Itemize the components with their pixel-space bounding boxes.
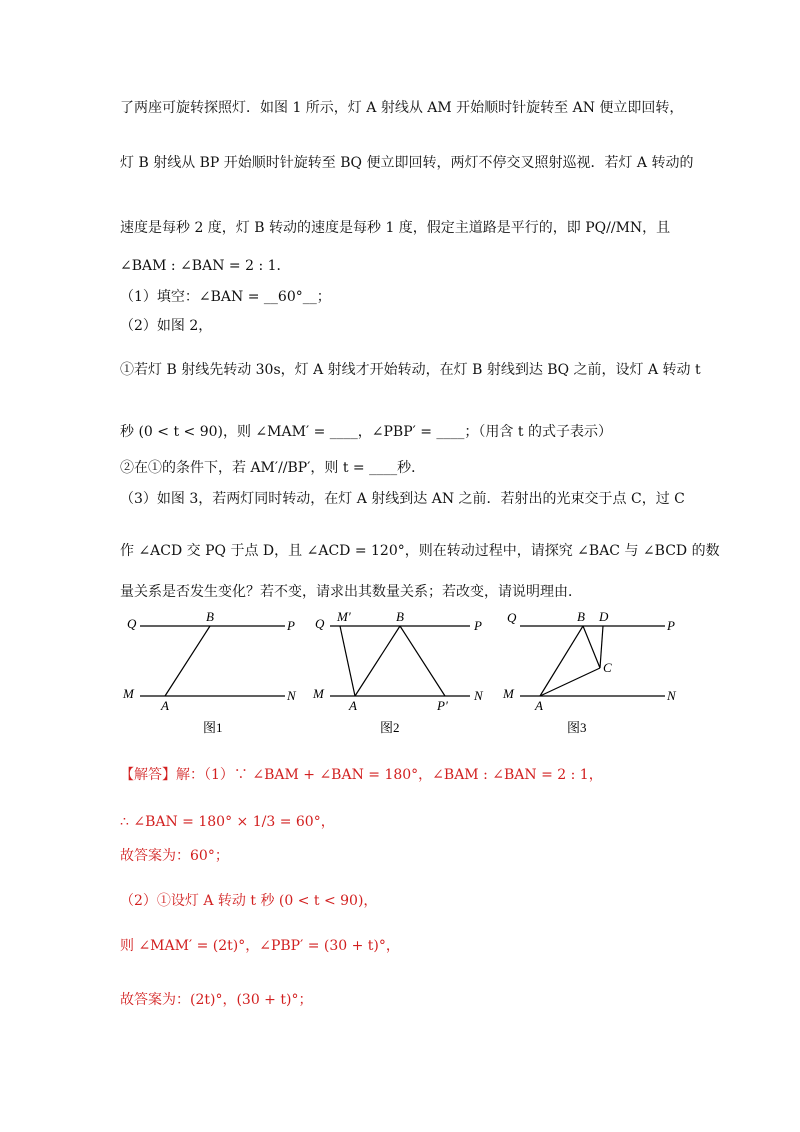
label-Q: Q	[127, 616, 137, 631]
label-A: A	[349, 698, 357, 713]
answer-line-2: ∴ ∠BAN = 180° × 1/3 = 60°，	[120, 814, 335, 830]
figure-2-caption: 图2	[380, 720, 400, 735]
answer-line-3: 故答案为：60°；	[120, 848, 229, 864]
label-D: D	[599, 609, 609, 624]
label-Q: Q	[315, 616, 325, 631]
question-3: （3）如图 3，若两灯同时转动，在灯 A 射线到达 AN 之前．若射出的光束交于点 C，过 C	[120, 491, 685, 507]
label-B: B	[577, 609, 585, 624]
label-P: P	[287, 618, 295, 633]
label-N: N	[667, 688, 676, 703]
label-Q: Q	[507, 610, 517, 625]
question-1: （1）填空：∠BAN = __60°__；	[120, 289, 331, 305]
label-B: B	[206, 609, 214, 624]
question-2-part-1-blanks: 秒 (0 < t < 90)，则 ∠MAM′ = ____，∠PBP′ = ____；（用含 t 的式子表示）	[120, 424, 612, 440]
figure-1-caption: 图1	[203, 720, 223, 735]
question-2: （2）如图 2，	[120, 318, 213, 334]
label-M: M	[313, 686, 324, 701]
problem-line-4: ∠BAM : ∠BAN = 2 : 1．	[120, 258, 291, 274]
problem-line-1: 了两座可旋转探照灯．如图 1 所示，灯 A 射线从 AM 开始顺时针旋转至 AN 便立即回转，	[120, 100, 684, 116]
label-P-prime: P′	[437, 698, 448, 713]
answer-line-1: 【解答】解：（1）∵ ∠BAM + ∠BAN = 180°，∠BAM : ∠BAN = 2 : 1，	[120, 767, 603, 783]
geometry-figures	[115, 608, 690, 743]
problem-line-3: 速度是每秒 2 度，灯 B 转动的速度是每秒 1 度，假定主道路是平行的，即 PQ//MN，且	[120, 220, 671, 236]
answer-line-5: 则 ∠MAM′ = (2t)°，∠PBP′ = (30 + t)°，	[120, 938, 400, 954]
answer-line-4: （2）①设灯 A 转动 t 秒 (0 < t < 90)，	[120, 893, 378, 909]
label-M: M	[503, 686, 514, 701]
question-2-part-1: ①若灯 B 射线先转动 30s，灯 A 射线才开始转动，在灯 B 射线到达 BQ 之前，设灯 A 转动 t	[120, 362, 701, 378]
label-B: B	[396, 609, 404, 624]
label-A: A	[535, 698, 543, 713]
figures	[115, 608, 690, 743]
question-2-part-2: ②在①的条件下，若 AM′//BP′，则 t = ____秒．	[120, 460, 426, 476]
figure-3-caption: 图3	[567, 720, 587, 735]
answer-line-6: 故答案为：(2t)°，(30 + t)°；	[120, 992, 313, 1008]
label-A: A	[161, 698, 169, 713]
label-C: C	[603, 660, 612, 675]
label-P: P	[474, 618, 482, 633]
problem-line-2: 灯 B 射线从 BP 开始顺时针旋转至 BQ 便立即回转，两灯不停交叉照射巡视．若灯 A 转动的	[120, 155, 694, 171]
label-N: N	[287, 688, 296, 703]
label-M: M	[123, 686, 134, 701]
label-N: N	[474, 688, 483, 703]
question-3-line-3: 量关系是否发生变化？若不变，请求出其数量关系；若改变，请说明理由．	[120, 584, 582, 600]
question-3-line-2: 作 ∠ACD 交 PQ 于点 D，且 ∠ACD = 120°，则在转动过程中，请探究 ∠BAC 与 ∠BCD 的数	[120, 543, 720, 559]
label-P: P	[667, 618, 675, 633]
label-M-prime: M′	[337, 609, 351, 624]
